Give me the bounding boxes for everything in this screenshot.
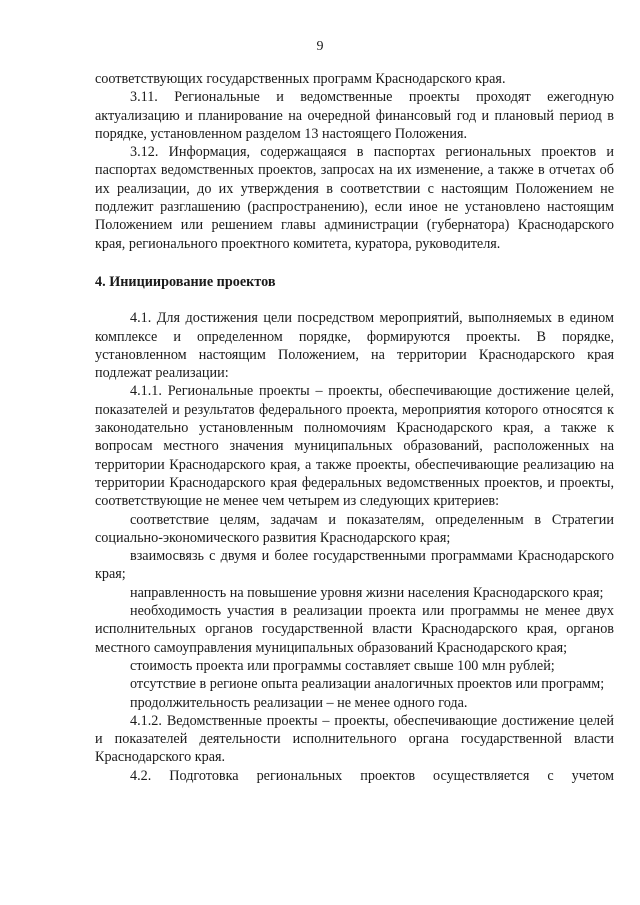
criterion-item: взаимосвязь с двумя и более государственными программами Краснодарского края; bbox=[95, 548, 614, 583]
paragraph: 3.12. Информация, содержащаяся в паспортах региональных проектов и паспортах ведомственных проектов, запросах на их изменение, а также в отчетах об их реализации, до их утверждения в соответствии с настоящим Положением не подлежит разглашению (распространению), если иное не установлено настоящим Положением или решением главы администрации (губернатора) Краснодарского края, регионального проектного комитета, куратора, руководителя. bbox=[95, 144, 614, 252]
paragraph: соответствующих государственных программ Краснодарского края. bbox=[95, 71, 506, 87]
paragraph: 4.1.1. Региональные проекты – проекты, обеспечивающие достижение целей, показателей и результатов федерального проекта, мероприятия которого относятся к законодательно установленным полномочиям Краснодарского края, а также к вопросам местного значения муниципальных образований, расположенных на территории Краснодарского края, а также проекты, обеспечивающие реализацию на территории Краснодарского края федеральных ведомственных проектов, и проекты, соответствующие не менее чем четырем из следующих критериев: bbox=[95, 383, 614, 510]
paragraph: 4.1. Для достижения цели посредством мероприятий, выполняемых в едином комплексе и определенном порядке, формируются проекты. В порядке, установленном настоящим Положением, на территории Краснодарского края подлежат реализации: bbox=[95, 310, 614, 382]
criterion-item: направленность на повышение уровня жизни населения Краснодарского края; bbox=[130, 584, 604, 601]
criterion-item: продолжительность реализации – не менее одного года. bbox=[130, 694, 468, 711]
criterion-item: соответствие целям, задачам и показателям, определенным в Стратегии социально-экономического развития Краснодарского края; bbox=[95, 511, 614, 546]
section-heading: 4. Инициирование проектов bbox=[95, 273, 276, 290]
criterion-item: стоимость проекта или программы составляет свыше 100 млн рублей; bbox=[130, 657, 555, 674]
page-number: 9 bbox=[316, 39, 324, 54]
criterion-item: отсутствие в регионе опыта реализации аналогичных проектов или программ; bbox=[130, 676, 605, 693]
paragraph-continued: 4.2. Подготовка региональных проектов осуществляется с учетом bbox=[130, 767, 614, 784]
criterion-item: необходимость участия в реализации проекта или программы не менее двух исполнительных органов государственной власти Краснодарского края, органов местного самоуправления муниципальных образований Краснодарского края; bbox=[95, 603, 614, 656]
paragraph: 4.1.2. Ведомственные проекты – проекты, обеспечивающие достижение целей и показателей деятельности исполнительного органа государственной власти Краснодарского края. bbox=[95, 712, 614, 766]
document-body bbox=[95, 70, 614, 785]
paragraph: 3.11. Региональные и ведомственные проекты проходят ежегодную актуализацию и планирование на очередной финансовый год и плановый период в порядке, установленном разделом 13 настоящего Положения. bbox=[95, 89, 614, 142]
